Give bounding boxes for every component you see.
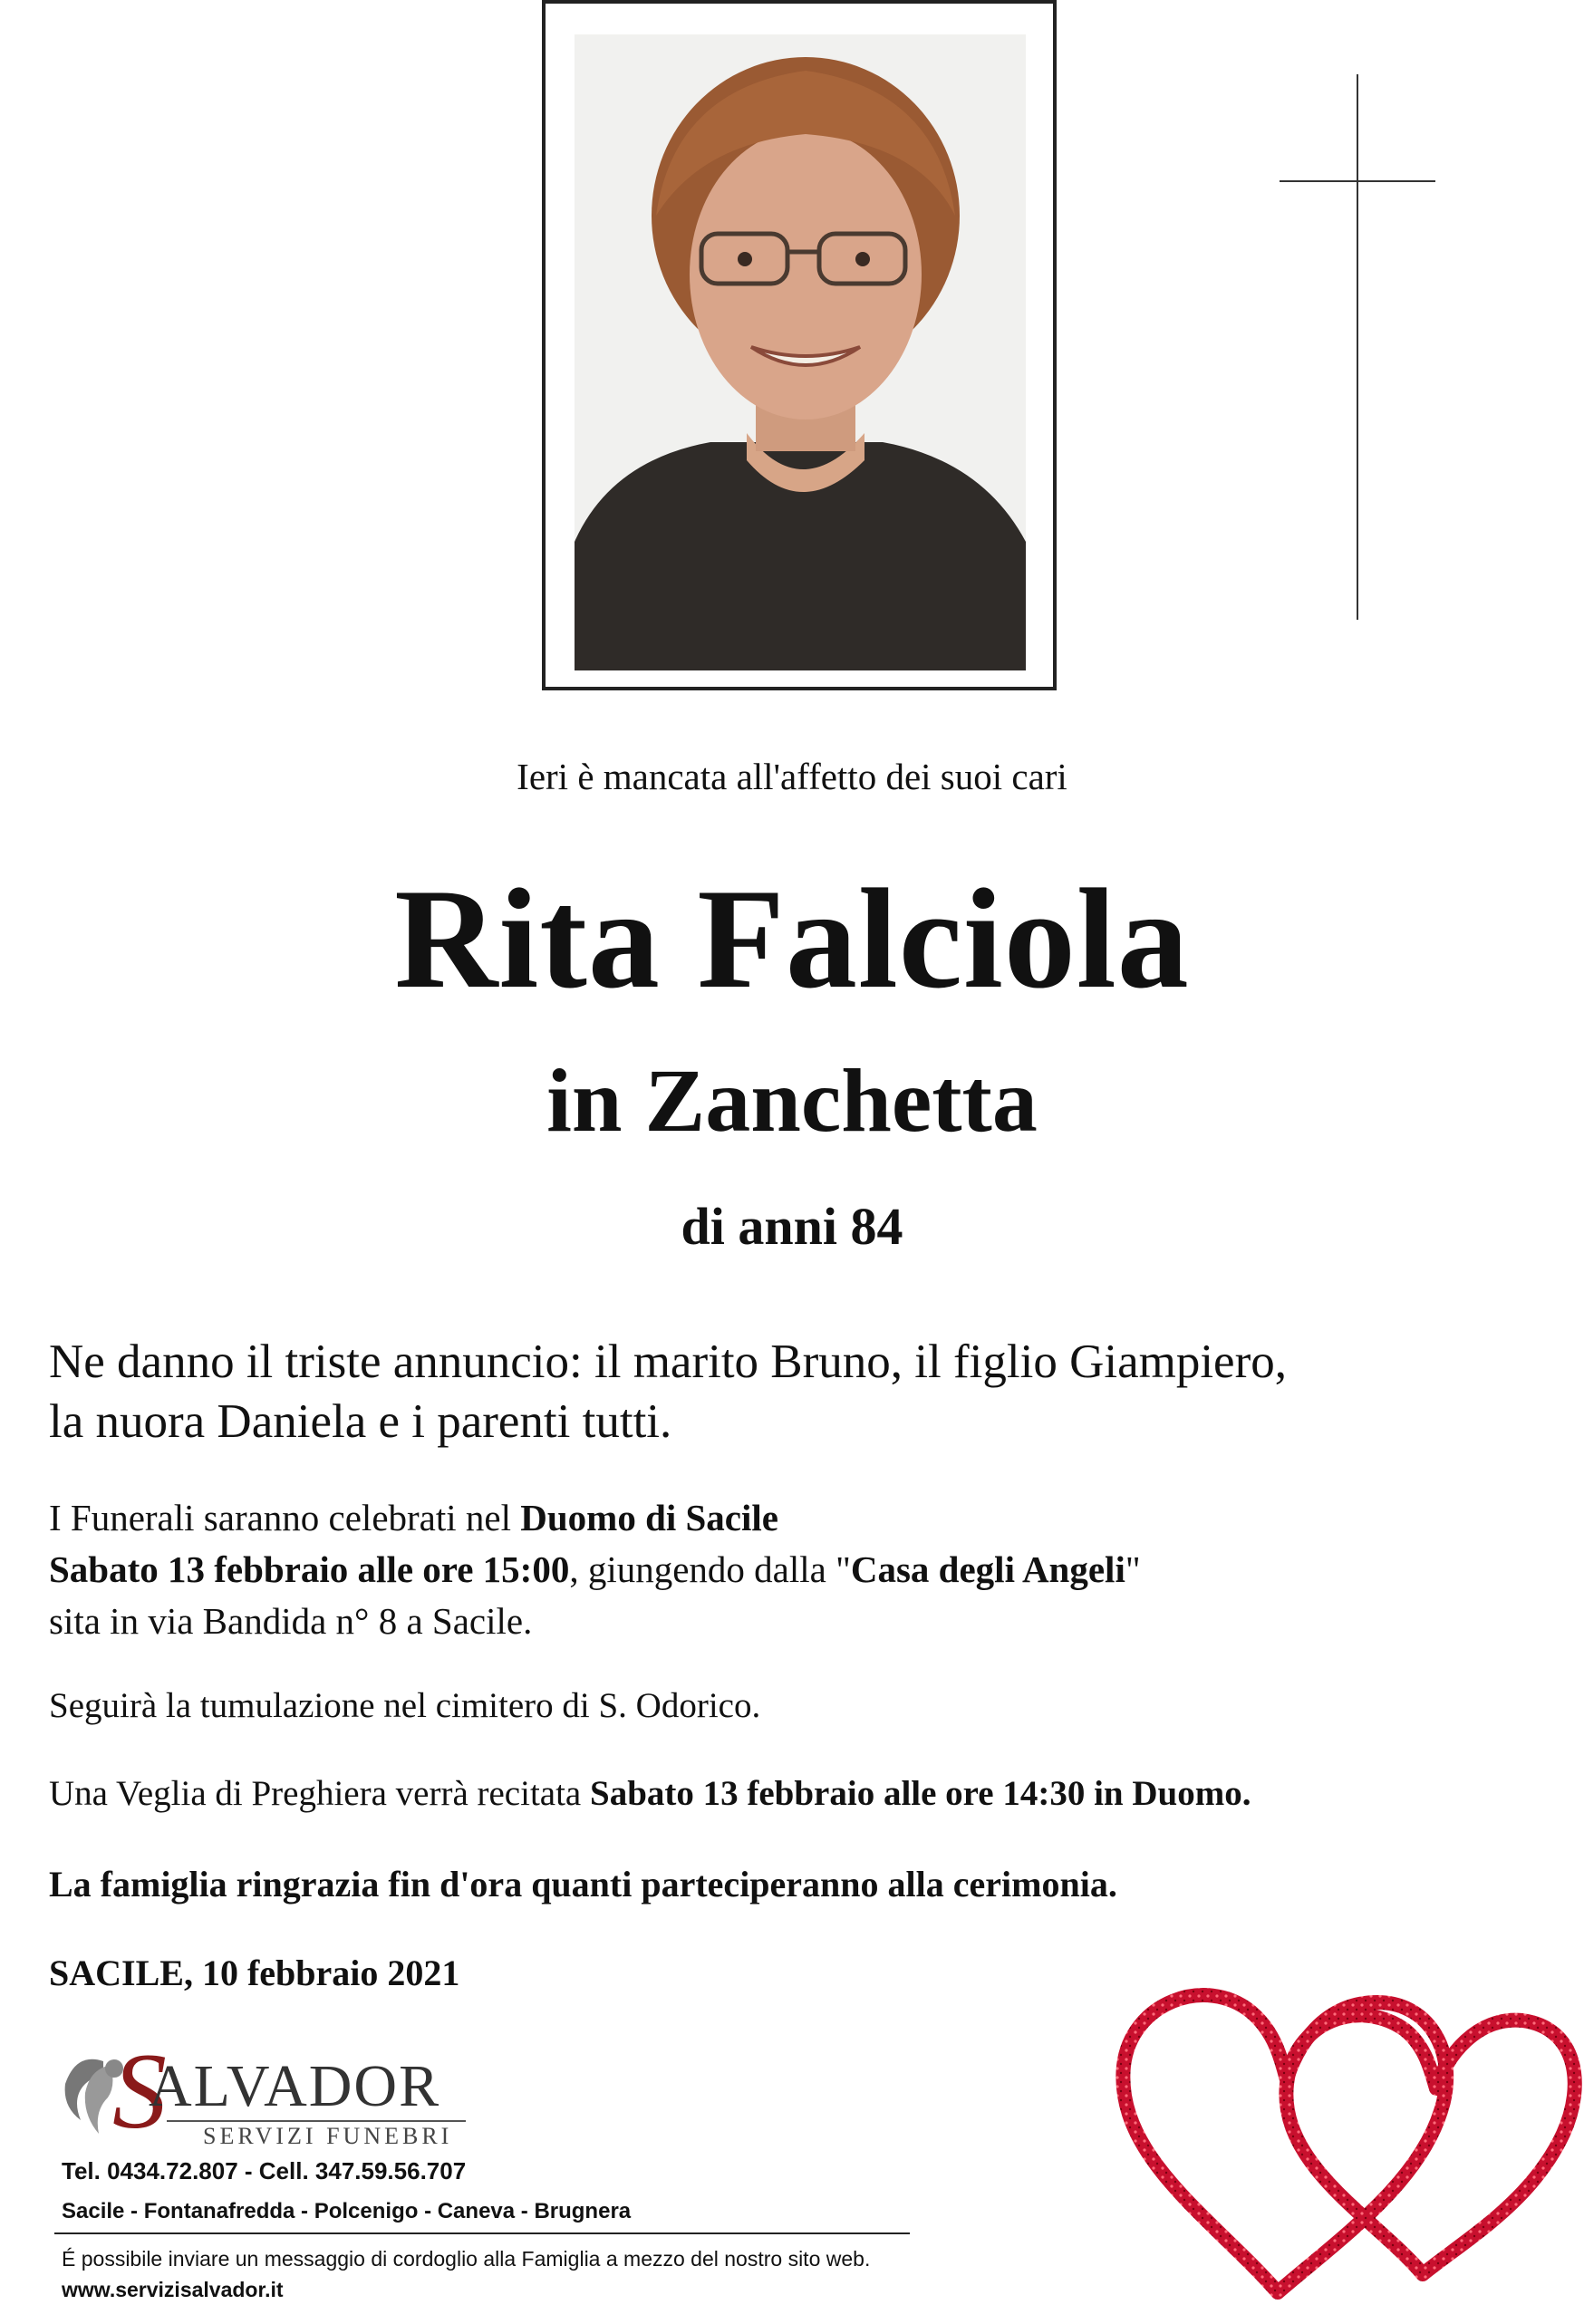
thanks-line: La famiglia ringrazia fin d'ora quanti parteciperanno alla cerimonia. [49, 1864, 1117, 1905]
footer-divider [54, 2232, 910, 2234]
deceased-name: Rita Falciola [394, 860, 1190, 1018]
funeral-departure-text: , giungendo dalla " [569, 1548, 851, 1590]
salvador-logo [58, 2030, 466, 2152]
website-link[interactable]: www.servizisalvador.it [62, 2278, 284, 2301]
contact-numbers: Tel. 0434.72.807 - Cell. 347.59.56.707 [62, 2157, 467, 2184]
funeral-line-1 [49, 1492, 1372, 1544]
married-name: in Zanchetta [546, 1050, 1038, 1151]
logo-divider [167, 2120, 466, 2122]
cross-crossbar [1280, 180, 1435, 182]
portrait-photo-icon [575, 34, 1026, 670]
latin-cross-icon [1357, 74, 1358, 620]
funeral-datetime: Sabato 13 febbraio alle ore 15:00 [49, 1548, 570, 1590]
intro-line: Ieri è mancata all'affetto dei suoi cari [517, 756, 1067, 797]
logo-initial: S [112, 2030, 167, 2151]
vigil-datetime: Sabato 13 febbraio alle ore 14:30 in Duomo. [590, 1774, 1251, 1813]
funeral-line-3: sita in via Bandida n° 8 a Sacile. [49, 1600, 533, 1642]
burial-line: Seguirà la tumulazione nel cimitero di S. Odorico. [49, 1686, 761, 1725]
announcement-line-2: la nuora Daniela e i parenti tutti. [49, 1395, 672, 1448]
funeral-departure-place: Casa degli Angeli [850, 1548, 1125, 1590]
condolence-note: É possibile inviare un messaggio di cordoglio alla Famiglia a mezzo del nostro sito web. [62, 2247, 871, 2271]
vigil-text: Una Veglia di Preghiera verrà recitata [49, 1774, 590, 1813]
service-towns: Sacile - Fontanafredda - Polcenigo - Caneva - Brugnera [62, 2199, 632, 2223]
funeral-intro-text: I Funerali saranno celebrati nel [49, 1497, 521, 1538]
logo-subtitle: SERVIZI FUNEBRI [203, 2123, 453, 2149]
portrait-frame [542, 0, 1057, 690]
funeral-location: Duomo di Sacile [520, 1497, 778, 1538]
funeral-quote-close: " [1125, 1548, 1141, 1590]
vigil-line [49, 1769, 1372, 1819]
dateline: SACILE, 10 febbraio 2021 [49, 1953, 460, 1993]
announcement-line-1: Ne danno il triste annuncio: il marito Bruno, il figlio Giampiero, [49, 1336, 1287, 1388]
two-hearts-icon [1106, 1930, 1584, 2319]
announcement [49, 1332, 1372, 1451]
logo-word: ALVADOR [149, 2053, 441, 2119]
funeral-line-2 [49, 1544, 1372, 1596]
age-line: di anni 84 [681, 1197, 903, 1256]
funeral-details [49, 1492, 1372, 1647]
